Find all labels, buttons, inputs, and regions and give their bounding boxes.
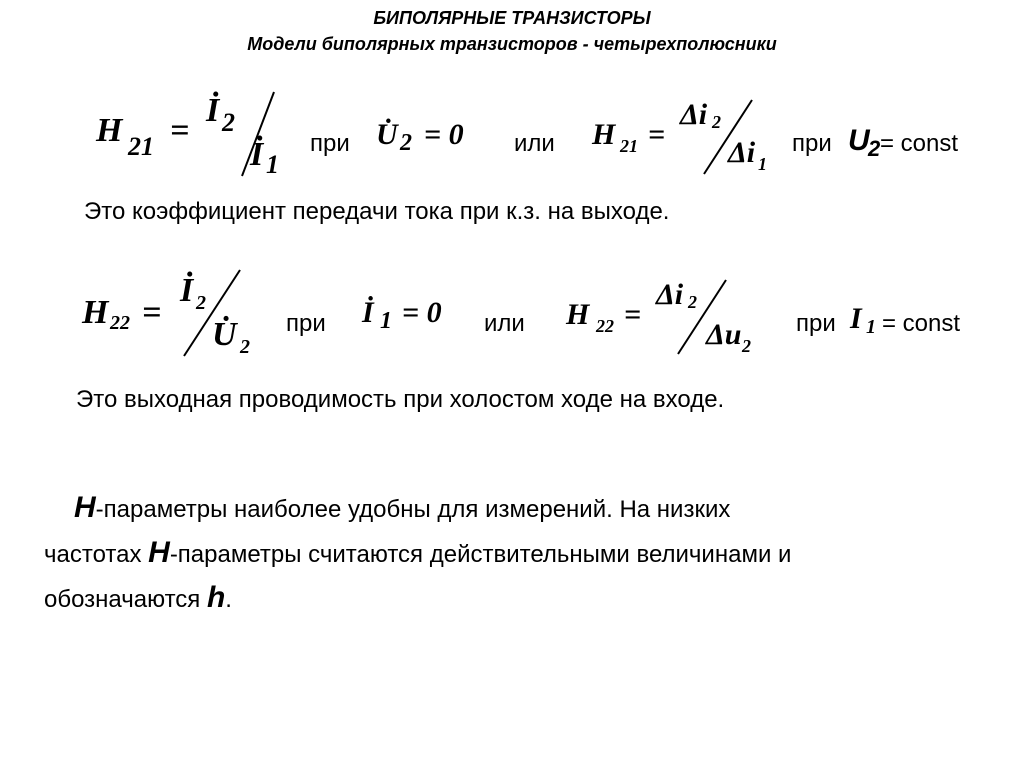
h22-alt-subscript: 22 [596,316,614,336]
condition-value: = 0 [402,296,442,329]
h21-denominator-sub: 1 [266,150,279,179]
h21-numerator: İ [206,92,220,129]
description-h21: Это коэффициент передачи тока при к.з. на выходе. [84,198,670,225]
h22-alt-numerator: Δi [656,278,684,311]
h22-numerator: İ [180,272,194,309]
condition-symbol: İ [362,296,374,329]
h21-alt-denominator-sub: 1 [758,154,767,174]
condition-symbol: U̇ [376,118,398,151]
h21-alt-numerator: Δi [680,98,708,131]
h21-numerator-sub: 2 [222,108,235,137]
condition-value: = 0 [424,118,464,151]
page-subtitle: Модели биполярных транзисторов - четырехполюсники [247,34,777,54]
h22-alt-denominator: Δu [706,318,742,351]
pri-label: при [792,130,832,157]
paragraph-period: . [225,586,232,613]
h22-alt-symbol: H [566,298,590,331]
ili-label: или [514,130,555,157]
h21-alt-numerator-sub: 2 [712,112,721,132]
description-h22: Это выходная проводимость при холостом ходе на входе. [76,386,725,413]
h-parameters-paragraph [44,486,791,621]
h22-alt-equals: = [624,298,642,331]
h21-alt-equals: = [648,118,666,151]
pri-label: при [286,310,326,337]
h22-denominator: U̇ [212,316,237,353]
h-symbol: H [74,491,96,524]
h21-subscript: 21 [128,132,154,161]
pri-label: при [796,310,836,337]
u2-subscript: 2 [868,136,881,161]
h22-equals: = [142,294,162,331]
paragraph-line: частотах [44,541,149,568]
h21-alt-denominator: Δi [728,136,756,169]
ili-label: или [484,310,525,337]
i1-subscript: 1 [866,316,876,338]
h21-symbol: H [96,112,123,149]
h22-subscript: 22 [110,312,130,334]
paragraph-line: -параметры считаются действительными величинами и [169,541,792,568]
h22-alt-denominator-sub: 2 [742,336,751,356]
const-label: = const [882,310,961,337]
condition-subscript: 2 [400,130,412,156]
h-lowercase-symbol: h [206,581,226,614]
page-title: БИПОЛЯРНЫЕ ТРАНЗИСТОРЫ [373,8,651,28]
h21-alt-subscript: 21 [620,136,638,156]
h22-symbol: H [82,294,109,331]
h22-alt-numerator-sub: 2 [688,292,697,312]
h21-alt-symbol: H [592,118,616,151]
i1-symbol: I [850,302,862,335]
const-label: = const [880,130,959,157]
h21-denominator: İ [250,136,264,173]
paragraph-line: -параметры наиболее удобны для измерений. На низких [95,496,731,523]
h-symbol: H [148,536,170,569]
h21-equals: = [170,112,190,149]
h22-denominator-sub: 2 [240,336,250,358]
condition-subscript: 1 [380,308,392,334]
paragraph-line: обозначаются [44,586,207,613]
h22-numerator-sub: 2 [196,292,206,314]
pri-label: при [310,130,350,157]
u2-symbol: U [848,124,870,157]
